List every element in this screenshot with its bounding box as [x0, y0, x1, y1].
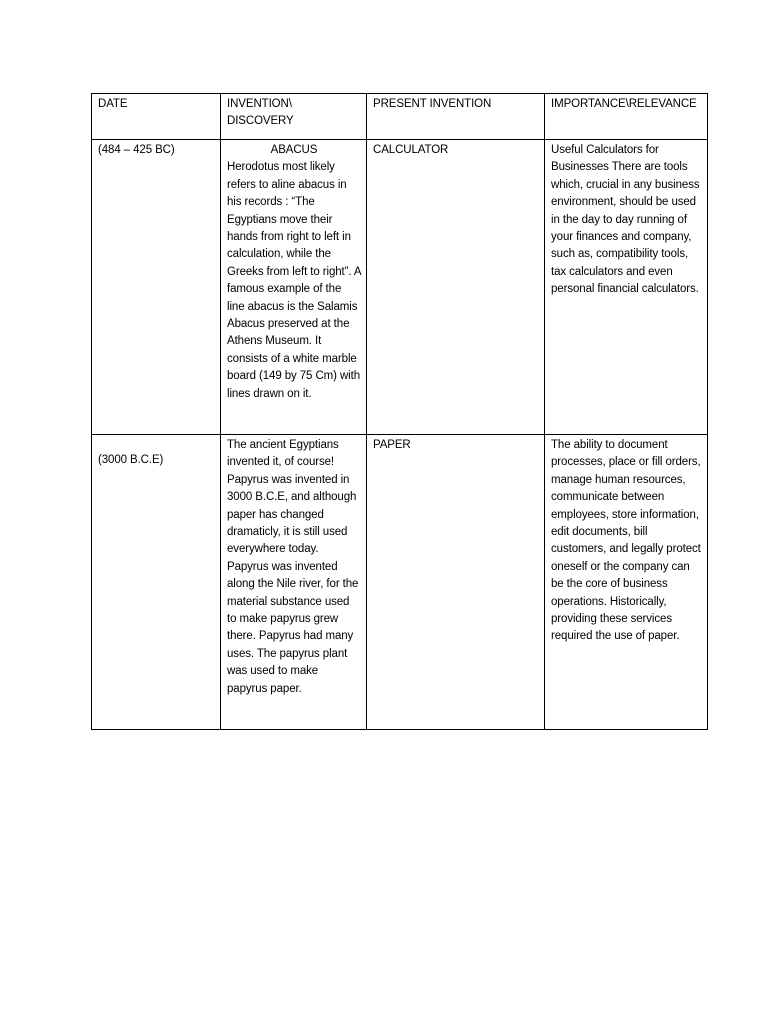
inventions-table [91, 93, 708, 730]
table-row [92, 140, 708, 435]
table-header-row [92, 94, 708, 140]
header-date: DATE [92, 94, 221, 140]
present-invention-cell [367, 140, 545, 435]
table-row [92, 435, 708, 730]
invention-description: Herodotus most likely refers to aline abacus in his records : “The Egyptians move their hands from right to left in calculation, while the Greeks from left to right”. A famous example of the line abacus is the Salamis Abacus preserved at the Athens Museum. It consists of a white marble board (149 by 75 Cm) with lines drawn on it. [227, 161, 361, 400]
date-cell [92, 140, 221, 435]
date-text: (3000 B.C.E) [98, 454, 164, 466]
present-invention-text: CALCULATOR [373, 144, 449, 156]
importance-text: The ability to document processes, place or fill orders, manage human resources, communicate between employees, store information, edit documents, bill customers, and legally protect oneself or the company can be the core of business operations. Historically, providing these services required the use of paper. [551, 439, 701, 643]
header-invention: INVENTION\ DISCOVERY [221, 94, 367, 140]
present-invention-cell [367, 435, 545, 730]
date-cell [92, 435, 221, 730]
present-invention-text: PAPER [373, 439, 411, 451]
date-text: (484 – 425 BC) [98, 144, 175, 156]
importance-text: Useful Calculators for Businesses There are tools which, crucial in any business environment, should be used in the day to day running of your finances and company, such as, compatibility tools, tax calculators and even personal financial calculators. [551, 144, 700, 296]
invention-cell [221, 435, 367, 730]
importance-cell [545, 140, 708, 435]
header-present-invention: PRESENT INVENTION [367, 94, 545, 140]
invention-description: The ancient Egyptians invented it, of course! Papyrus was invented in 3000 B.C.E, and although paper has changed dramaticly, it is still used everywhere today. Papyrus was invented along the Nile river, for the material substance used to make papyrus grew there. Papyrus had many uses. The papyrus plant was used to make papyrus paper. [227, 439, 359, 695]
invention-title: ABACUS [270, 144, 318, 156]
importance-cell [545, 435, 708, 730]
invention-cell [221, 140, 367, 435]
header-importance: IMPORTANCE\RELEVANCE [545, 94, 708, 140]
